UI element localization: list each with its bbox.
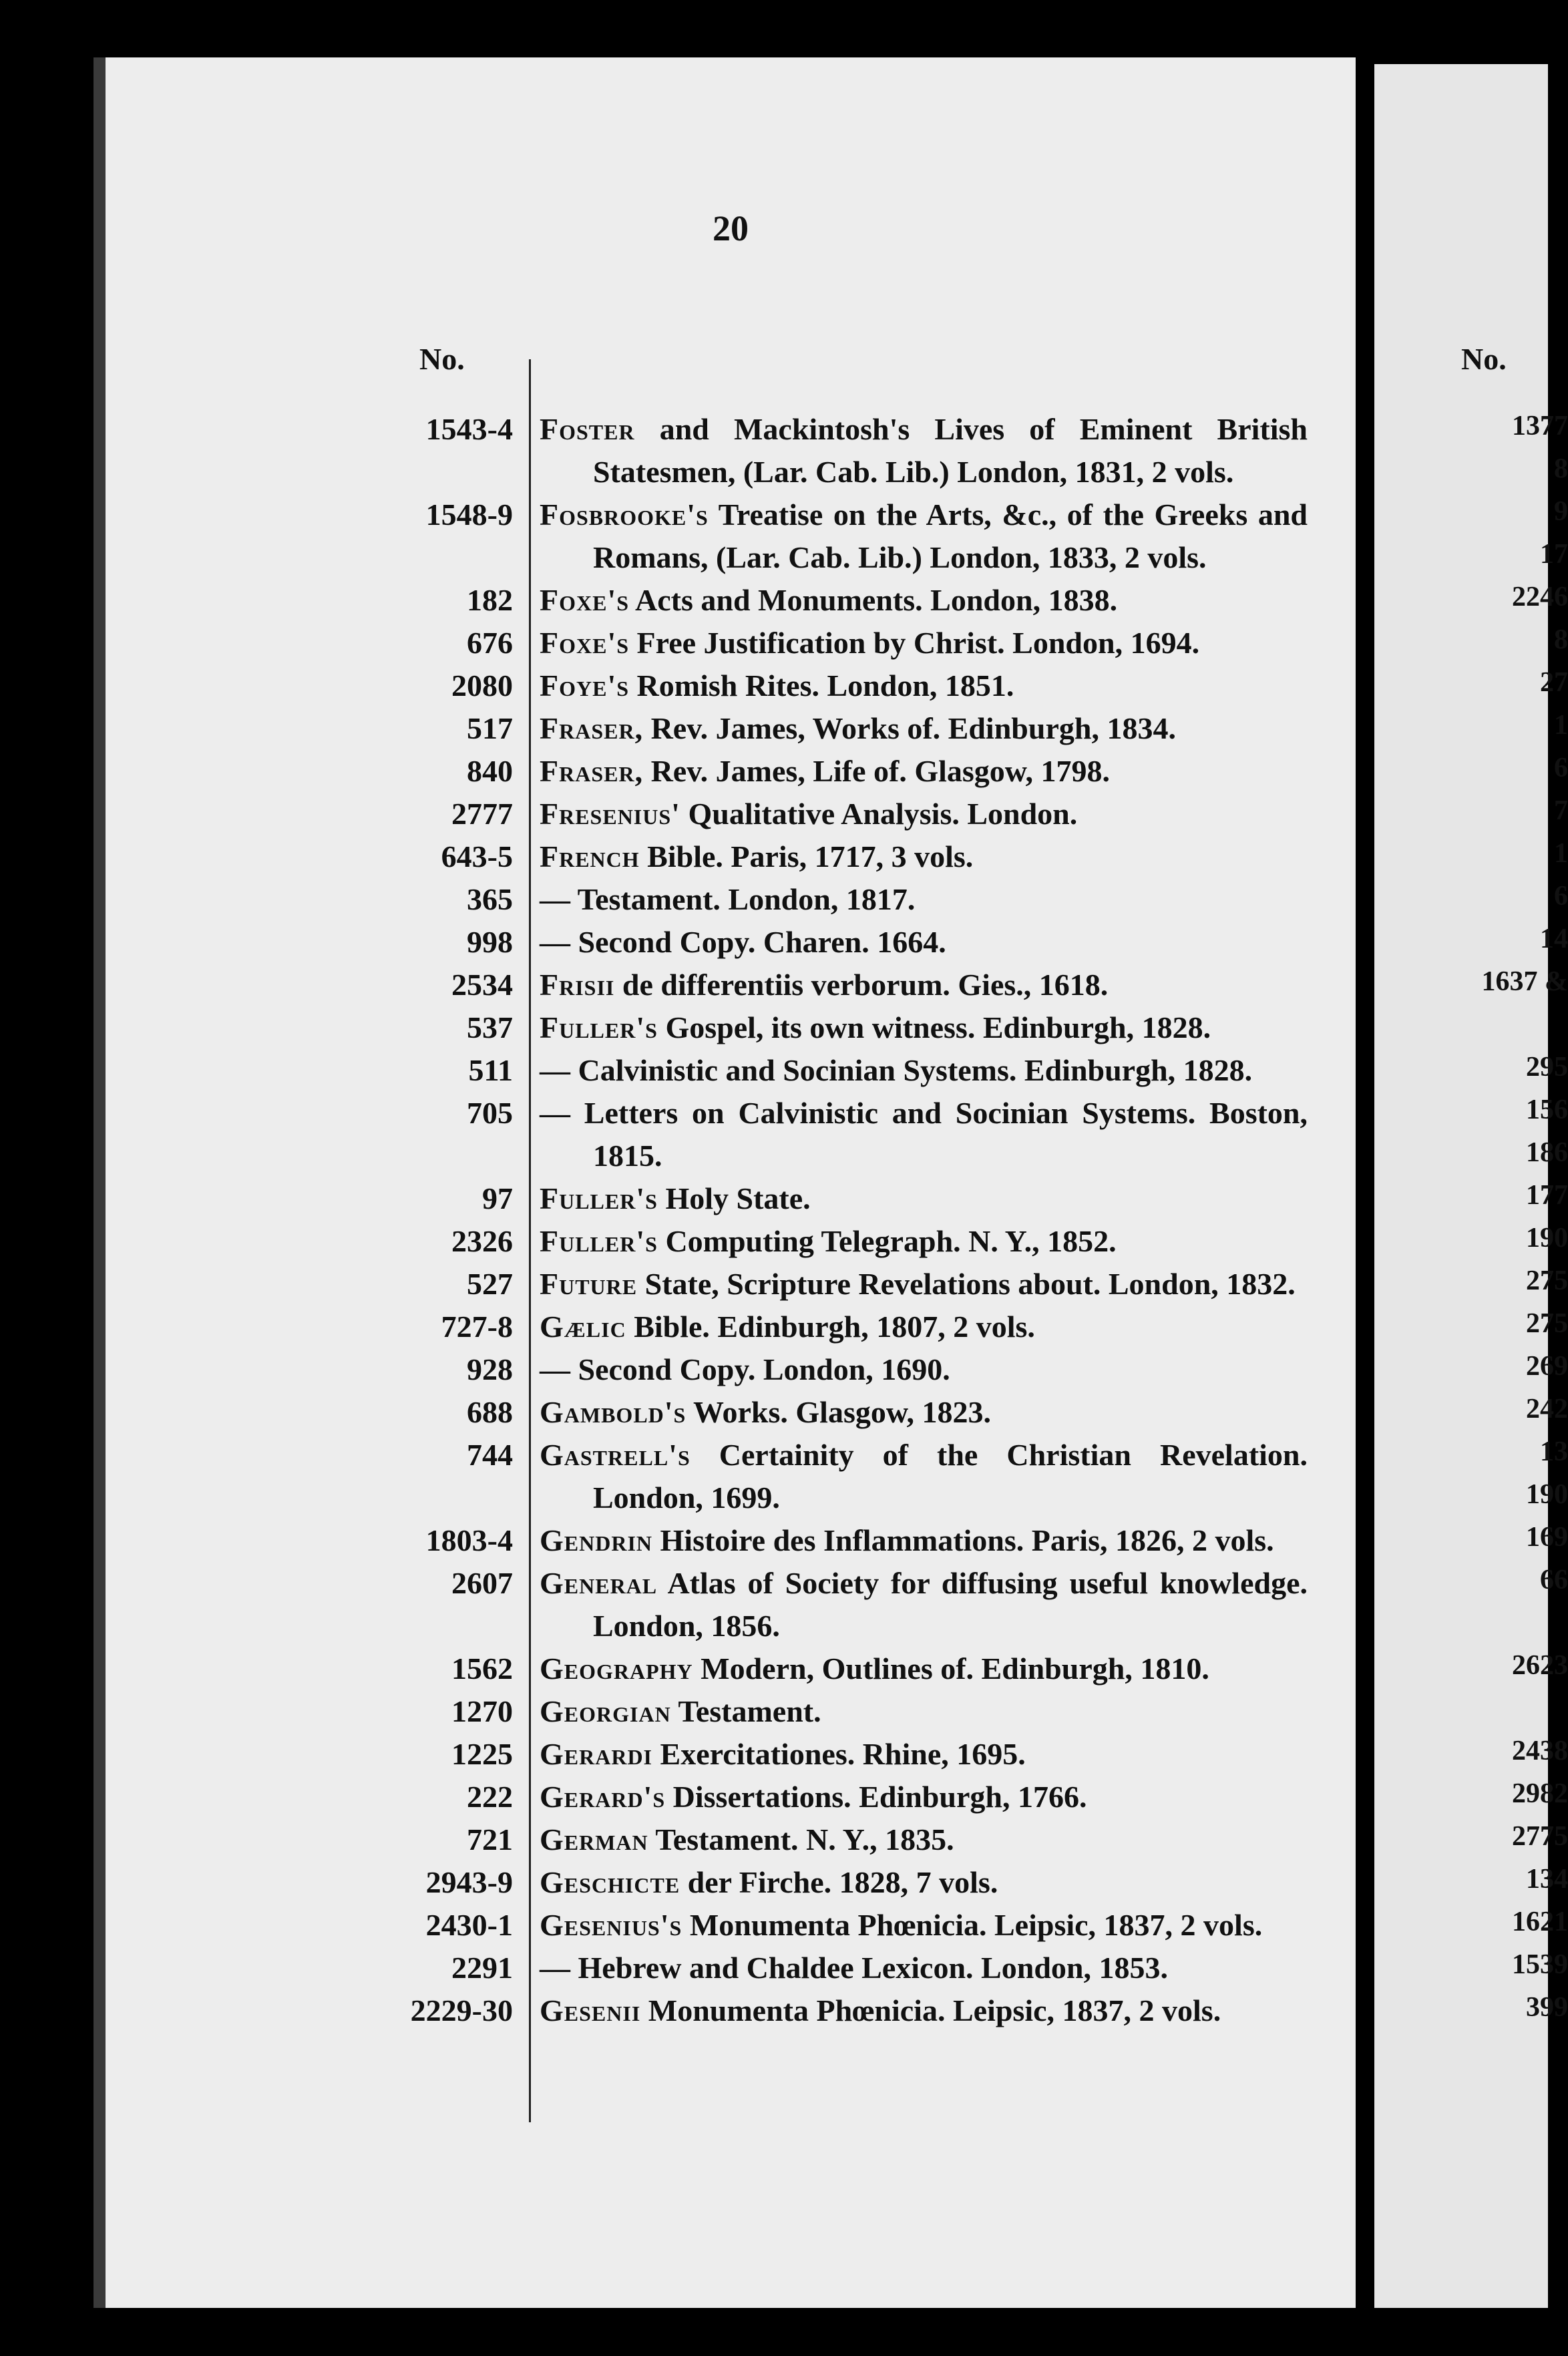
- entry-number: 727-8: [441, 1310, 513, 1344]
- facing-page-number: 190: [1526, 1479, 1568, 1510]
- entry-description: [540, 664, 1308, 707]
- entry-number: 2080: [451, 668, 513, 703]
- facing-page-number: 275: [1526, 1308, 1568, 1339]
- entry-heading: General: [540, 1566, 658, 1600]
- facing-page-number: 295: [1526, 1052, 1568, 1083]
- facing-page-number: 1: [1554, 838, 1568, 869]
- entry-description: [540, 921, 1308, 964]
- facing-page-number: 1: [1554, 710, 1568, 741]
- entry-text: der Firche. 1828, 7 vols.: [687, 1865, 998, 1899]
- catalogue-entry: [106, 1006, 1368, 1049]
- entry-description: [540, 750, 1308, 793]
- entry-description: [540, 1861, 1308, 1904]
- entry-number: 688: [467, 1395, 513, 1429]
- entry-description: [540, 1391, 1308, 1434]
- catalogue-entry: [106, 1092, 1368, 1177]
- catalogue-entry: [106, 1306, 1368, 1348]
- entry-description: [540, 1690, 1308, 1733]
- entry-heading: Gesenius's: [540, 1908, 682, 1942]
- entry-number: 840: [467, 754, 513, 788]
- facing-page-number: 6: [1554, 753, 1568, 783]
- facing-page-number: 1621: [1512, 1907, 1568, 1937]
- facing-page-number: 269: [1526, 1351, 1568, 1382]
- catalogue-entry: [106, 1861, 1368, 1904]
- catalogue-entry: [106, 1776, 1368, 1818]
- entry-number: 2943-9: [425, 1865, 513, 1899]
- entry-heading: Gesenii: [540, 1993, 641, 2027]
- catalogue-entry: [106, 1348, 1368, 1391]
- facing-page-number: 9: [1554, 496, 1568, 527]
- facing-page-number: 1539: [1512, 1949, 1568, 1980]
- facing-page-number: 13: [1540, 1436, 1568, 1467]
- entry-description: [540, 707, 1308, 750]
- catalogue-entry: [106, 921, 1368, 964]
- entry-heading: Foster: [540, 412, 635, 446]
- facing-page-number: 275: [1526, 1265, 1568, 1296]
- entry-heading: Foye's: [540, 668, 630, 703]
- entry-description: [540, 494, 1308, 579]
- catalogue-entry: [106, 1989, 1368, 2032]
- entry-description: [540, 1947, 1308, 1989]
- entry-text: Histoire des Inflammations. Paris, 1826, 2 vols.: [660, 1523, 1274, 1557]
- entry-text: Rev. James, Works of. Edinburgh, 1834.: [650, 711, 1176, 745]
- entry-number: 2229-30: [410, 1993, 513, 2027]
- entry-heading: Fraser,: [540, 711, 644, 745]
- entry-description: [540, 1177, 1308, 1220]
- entry-heading: Georgian: [540, 1694, 671, 1728]
- entry-heading: Foxe's: [540, 626, 630, 660]
- entry-number: 1803-4: [425, 1523, 513, 1557]
- entry-number: 222: [467, 1780, 513, 1814]
- entry-number: 721: [467, 1822, 513, 1856]
- facing-page-number: 186: [1526, 1137, 1568, 1168]
- facing-page-numbers: [1374, 405, 1568, 2029]
- entry-number: 643-5: [441, 839, 513, 873]
- catalogue-entry: [106, 1733, 1368, 1776]
- entry-number: 365: [467, 882, 513, 916]
- entry-number: 705: [467, 1096, 513, 1130]
- entry-description: [540, 1220, 1308, 1263]
- catalogue-entry: [106, 1818, 1368, 1861]
- entry-heading: Fuller's: [540, 1224, 658, 1258]
- facing-page-number: 1637 &: [1481, 966, 1568, 997]
- entry-heading: Fresenius': [540, 797, 680, 831]
- catalogue-entry: [106, 622, 1368, 664]
- facing-page-number: 399: [1526, 1992, 1568, 2023]
- entry-number: 676: [467, 626, 513, 660]
- catalogue-entry: [106, 1434, 1368, 1519]
- entry-text: de differentiis verborum. Gies., 1618.: [622, 968, 1109, 1002]
- entry-text: Romish Rites. London, 1851.: [636, 668, 1014, 703]
- entry-number: 744: [467, 1438, 513, 1472]
- entry-description: [540, 408, 1308, 494]
- entry-heading: Gambold's: [540, 1395, 687, 1429]
- catalogue-entry: [106, 1391, 1368, 1434]
- entry-text: Free Justification by Christ. London, 1694.: [636, 626, 1200, 660]
- catalogue-page: [93, 57, 1356, 2308]
- entry-number: 1543-4: [425, 412, 513, 446]
- entry-heading: Fosbrooke's: [540, 498, 709, 532]
- facing-page-number: 169: [1526, 1522, 1568, 1553]
- entry-number: 517: [467, 711, 513, 745]
- entry-number: 537: [467, 1010, 513, 1044]
- entry-text: — Second Copy. Charen. 1664.: [540, 925, 946, 959]
- entry-heading: Gerardi: [540, 1737, 653, 1771]
- facing-page-number: 7: [1554, 795, 1568, 826]
- facing-page-number: 8: [1554, 624, 1568, 655]
- number-column-header: No.: [419, 342, 465, 376]
- facing-page-number: 2775: [1512, 1821, 1568, 1852]
- catalogue-entry: [106, 1220, 1368, 1263]
- entry-text: Qualitative Analysis. London.: [688, 797, 1078, 831]
- entry-text: Atlas of Society for diffusing useful knowledge. London, 1856.: [593, 1566, 1308, 1643]
- facing-page-number: 27: [1540, 667, 1568, 698]
- entry-description: [540, 1049, 1308, 1092]
- entry-description: [540, 1092, 1308, 1177]
- facing-page-number: 1377: [1512, 411, 1568, 441]
- entry-number: 2291: [451, 1951, 513, 1985]
- entry-description: [540, 1434, 1308, 1519]
- entry-number: 2777: [451, 797, 513, 831]
- facing-page: [1374, 64, 1568, 2308]
- catalogue-entry: [106, 1263, 1368, 1306]
- entry-number: 97: [482, 1181, 513, 1215]
- facing-page-number: 156: [1526, 1095, 1568, 1125]
- catalogue-entry: [106, 793, 1368, 835]
- entry-description: [540, 622, 1308, 664]
- facing-page-number: [1374, 1601, 1568, 1644]
- entry-heading: Geschicte: [540, 1865, 680, 1899]
- facing-page-number: 2438: [1512, 1736, 1568, 1766]
- entry-text: State, Scripture Revelations about. London, 1832.: [644, 1267, 1296, 1301]
- entry-heading: Future: [540, 1267, 638, 1301]
- entry-text: Acts and Monuments. London, 1838.: [635, 583, 1118, 617]
- entry-number: 1562: [451, 1651, 513, 1686]
- entry-text: and Mackintosh's Lives of Eminent British Statesmen, (Lar. Cab. Lib.) London, 1831, 2 vols.: [593, 412, 1308, 489]
- entry-text: — Calvinistic and Socinian Systems. Edinburgh, 1828.: [540, 1053, 1253, 1087]
- entry-description: [540, 793, 1308, 835]
- catalogue-entry: [106, 1562, 1368, 1647]
- facing-page-number: 8: [1554, 453, 1568, 484]
- entry-heading: Fuller's: [540, 1181, 658, 1215]
- entry-heading: Foxe's: [540, 583, 630, 617]
- entry-text: Testament. N. Y., 1835.: [655, 1822, 954, 1856]
- entry-text: Exercitationes. Rhine, 1695.: [660, 1737, 1026, 1771]
- entry-text: Works. Glasgow, 1823.: [693, 1395, 992, 1429]
- entry-description: [540, 1006, 1308, 1049]
- facing-page-number: [1374, 1687, 1568, 1730]
- entry-heading: Geography: [540, 1651, 693, 1686]
- page-number: 20: [713, 208, 749, 248]
- entry-heading: Gastrell's: [540, 1438, 691, 1472]
- entry-number: 1270: [451, 1694, 513, 1728]
- entry-text: — Hebrew and Chaldee Lexicon. London, 1853.: [540, 1951, 1168, 1985]
- entry-number: 182: [467, 583, 513, 617]
- entry-text: Testament.: [678, 1694, 821, 1728]
- entry-description: [540, 579, 1308, 622]
- facing-page-header: No.: [1461, 342, 1507, 376]
- entry-text: Bible. Paris, 1717, 3 vols.: [647, 839, 974, 873]
- facing-page-number: 6: [1554, 881, 1568, 912]
- facing-page-number: 17: [1540, 539, 1568, 570]
- entry-number: 2326: [451, 1224, 513, 1258]
- catalogue-entry: [106, 1519, 1368, 1562]
- catalogue-entry: [106, 1647, 1368, 1690]
- entry-description: [540, 1306, 1308, 1348]
- catalogue-entry: [106, 878, 1368, 921]
- entry-text: Rev. James, Life of. Glasgow, 1798.: [650, 754, 1110, 788]
- facing-page-number: 2623: [1512, 1650, 1568, 1681]
- entry-heading: German: [540, 1822, 648, 1856]
- catalogue-entry: [106, 664, 1368, 707]
- entry-description: [540, 1348, 1308, 1391]
- facing-page-number: 66: [1540, 1565, 1568, 1595]
- entry-number: 2430-1: [425, 1908, 513, 1942]
- facing-page-number: 2982: [1512, 1778, 1568, 1809]
- entry-description: [540, 1647, 1308, 1690]
- catalogue-entry: [106, 494, 1368, 579]
- entry-text: Computing Telegraph. N. Y., 1852.: [665, 1224, 1117, 1258]
- entry-description: [540, 1519, 1308, 1562]
- catalogue-entry: [106, 1690, 1368, 1733]
- facing-page-number: 14: [1540, 924, 1568, 954]
- entry-description: [540, 1989, 1308, 2032]
- entry-number: 1548-9: [425, 498, 513, 532]
- catalogue-entries: [106, 408, 1368, 2032]
- entry-description: [540, 1904, 1308, 1947]
- entry-text: Monumenta Phœnicia. Leipsic, 1837, 2 vols.: [648, 1993, 1221, 2027]
- catalogue-entry: [106, 1049, 1368, 1092]
- entry-heading: Gælic: [540, 1310, 626, 1344]
- catalogue-entry: [106, 408, 1368, 494]
- entry-text: Treatise on the Arts, &c., of the Greeks and Romans, (Lar. Cab. Lib.) London, 1833, 2 vols.: [593, 498, 1308, 574]
- entry-text: — Letters on Calvinistic and Socinian Systems. Boston, 1815.: [540, 1096, 1308, 1173]
- facing-page-number: 190: [1526, 1223, 1568, 1253]
- entry-heading: Frisii: [540, 968, 615, 1002]
- entry-text: Modern, Outlines of. Edinburgh, 1810.: [701, 1651, 1209, 1686]
- entry-description: [540, 1733, 1308, 1776]
- entry-description: [540, 1263, 1308, 1306]
- entry-heading: Gerard's: [540, 1780, 666, 1814]
- facing-page-number: [1374, 1003, 1568, 1046]
- entry-description: [540, 1562, 1308, 1647]
- catalogue-entry: [106, 707, 1368, 750]
- entry-number: 511: [468, 1053, 513, 1087]
- entry-description: [540, 878, 1308, 921]
- catalogue-entry: [106, 964, 1368, 1006]
- catalogue-entry: [106, 1177, 1368, 1220]
- facing-page-number: 242: [1526, 1394, 1568, 1424]
- entry-number: 928: [467, 1352, 513, 1386]
- catalogue-entry: [106, 1904, 1368, 1947]
- catalogue-entry: [106, 579, 1368, 622]
- facing-page-number: 2246: [1512, 582, 1568, 612]
- entry-heading: Fraser,: [540, 754, 644, 788]
- entry-number: 1225: [451, 1737, 513, 1771]
- entry-number: 2607: [451, 1566, 513, 1600]
- catalogue-entry: [106, 835, 1368, 878]
- entry-text: Bible. Edinburgh, 1807, 2 vols.: [634, 1310, 1035, 1344]
- entry-text: — Second Copy. London, 1690.: [540, 1352, 950, 1386]
- entry-text: — Testament. London, 1817.: [540, 882, 916, 916]
- entry-text: Gospel, its own witness. Edinburgh, 1828.: [665, 1010, 1211, 1044]
- entry-description: [540, 1818, 1308, 1861]
- entry-heading: Gendrin: [540, 1523, 653, 1557]
- facing-page-number: 177: [1526, 1180, 1568, 1211]
- catalogue-entry: [106, 750, 1368, 793]
- entry-description: [540, 835, 1308, 878]
- entry-heading: Fuller's: [540, 1010, 658, 1044]
- entry-text: Dissertations. Edinburgh, 1766.: [672, 1780, 1087, 1814]
- entry-number: 527: [467, 1267, 513, 1301]
- entry-number: 998: [467, 925, 513, 959]
- entry-heading: French: [540, 839, 640, 873]
- catalogue-entry: [106, 1947, 1368, 1989]
- entry-number: 2534: [451, 968, 513, 1002]
- entry-description: [540, 1776, 1308, 1818]
- entry-description: [540, 964, 1308, 1006]
- entry-text: Certainity of the Christian Revelation. London, 1699.: [593, 1438, 1308, 1515]
- entry-text: Monumenta Phœnicia. Leipsic, 1837, 2 vols.: [689, 1908, 1263, 1942]
- entry-text: Holy State.: [665, 1181, 811, 1215]
- facing-page-number: 134: [1526, 1864, 1568, 1895]
